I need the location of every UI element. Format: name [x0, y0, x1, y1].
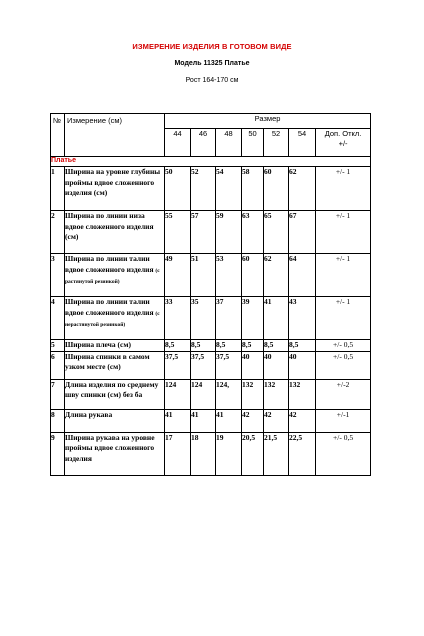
measurement-name	[65, 211, 165, 254]
row-number: 2	[51, 211, 65, 254]
size-value-44: 37,5	[165, 351, 191, 379]
row-number: 4	[51, 297, 65, 340]
size-value-54: 40	[289, 351, 316, 379]
section-label: Платье	[51, 157, 371, 167]
size-value-48: 37,5	[216, 351, 242, 379]
row-number: 7	[51, 379, 65, 409]
measurement-label: Ширина по линии талии вдвое сложенного изделия	[65, 254, 154, 274]
size-value-50: 40	[242, 351, 264, 379]
measurement-name	[65, 340, 165, 352]
size-value-50: 58	[242, 167, 264, 211]
size-value-48: 59	[216, 211, 242, 254]
tolerance-value: +/- 1	[316, 211, 371, 254]
size-value-44: 8,5	[165, 340, 191, 352]
size-value-50: 63	[242, 211, 264, 254]
measurement-label: Ширина по линии талии вдвое сложенного изделия	[65, 297, 154, 317]
row-number: 3	[51, 254, 65, 297]
table-row	[51, 409, 371, 432]
tolerance-header-line1: Доп. Откл.	[324, 129, 362, 138]
size-value-46: 52	[191, 167, 216, 211]
size-value-52: 41	[264, 297, 289, 340]
size-value-50: 8,5	[242, 340, 264, 352]
size-value-52: 8,5	[264, 340, 289, 352]
size-value-54: 62	[289, 167, 316, 211]
size-value-44: 33	[165, 297, 191, 340]
size-value-46: 51	[191, 254, 216, 297]
table-row	[51, 297, 371, 340]
size-value-48: 37	[216, 297, 242, 340]
size-value-52: 132	[264, 379, 289, 409]
size-value-52: 60	[264, 167, 289, 211]
size-header-46: 46	[191, 129, 216, 157]
size-value-44: 55	[165, 211, 191, 254]
size-value-52: 40	[264, 351, 289, 379]
measurement-note: (с нерастянутой резинкой)	[65, 310, 160, 328]
size-value-46: 57	[191, 211, 216, 254]
size-value-50: 39	[242, 297, 264, 340]
size-value-54: 64	[289, 254, 316, 297]
tolerance-header-line2: +/-	[338, 139, 348, 148]
size-value-54: 132	[289, 379, 316, 409]
measurement-label: Длина изделия по среднему шву спинки (см) без ба	[65, 379, 159, 399]
table-row	[51, 432, 371, 475]
tolerance-value: +/- 0,5	[316, 351, 371, 379]
height-range: Рост 164-170 см	[185, 77, 239, 84]
size-value-44: 41	[165, 409, 191, 432]
model-name: Модель 11325 Платье	[174, 60, 250, 67]
size-header-50: 50	[242, 129, 264, 157]
row-number: 8	[51, 409, 65, 432]
tolerance-value: +/-1	[316, 409, 371, 432]
table-row	[51, 340, 371, 352]
row-number: 6	[51, 351, 65, 379]
column-header-size: Размер	[165, 114, 371, 129]
measurement-note: (с растянутой резинкой)	[65, 267, 160, 285]
measurement-name	[65, 297, 165, 340]
row-number: 1	[51, 167, 65, 211]
tolerance-value: +/- 1	[316, 297, 371, 340]
size-value-46: 35	[191, 297, 216, 340]
size-value-48: 53	[216, 254, 242, 297]
size-value-50: 60	[242, 254, 264, 297]
measurement-label: Ширина плеча (см)	[65, 340, 131, 349]
row-number: 5	[51, 340, 65, 352]
size-value-44: 50	[165, 167, 191, 211]
size-value-54: 8,5	[289, 340, 316, 352]
measurement-label: Длина рукава	[65, 409, 113, 419]
measurement-name	[65, 167, 165, 211]
size-header-48: 48	[216, 129, 242, 157]
measurement-name	[65, 379, 165, 409]
measurement-label: Ширина рукава на уровне проймы вдвое сложенного изделия	[65, 432, 155, 463]
size-value-50: 42	[242, 409, 264, 432]
size-value-46: 8,5	[191, 340, 216, 352]
size-value-50: 20,5	[242, 432, 264, 475]
size-value-48: 54	[216, 167, 242, 211]
tolerance-value: +/-2	[316, 379, 371, 409]
tolerance-value: +/- 0,5	[316, 432, 371, 475]
measurement-name	[65, 409, 165, 432]
table-row	[51, 167, 371, 211]
measurement-table	[50, 113, 371, 476]
measurement-name	[65, 351, 165, 379]
measurement-label: Ширина спинки в самом узком месте (см)	[65, 351, 150, 371]
size-value-48: 19	[216, 432, 242, 475]
size-value-54: 67	[289, 211, 316, 254]
size-value-46: 41	[191, 409, 216, 432]
tolerance-value: +/- 0,5	[316, 340, 371, 352]
table-body	[51, 167, 371, 476]
size-value-52: 21,5	[264, 432, 289, 475]
section-row	[51, 157, 371, 167]
size-value-54: 42	[289, 409, 316, 432]
table-row	[51, 379, 371, 409]
document-title: ИЗМЕРЕНИЕ ИЗДЕЛИЯ В ГОТОВОМ ВИДЕ	[132, 42, 292, 51]
size-value-48: 41	[216, 409, 242, 432]
size-value-54: 22,5	[289, 432, 316, 475]
row-number: 9	[51, 432, 65, 475]
column-header-number: №	[51, 114, 65, 157]
size-value-54: 43	[289, 297, 316, 340]
table-row	[51, 254, 371, 297]
measurement-label: Ширина по линии низа вдвое сложенного изделия (см)	[65, 211, 154, 241]
size-value-52: 42	[264, 409, 289, 432]
measurement-label: Ширина на уровне глубины проймы вдвое сложенного изделия (см)	[65, 167, 161, 197]
tolerance-value: +/- 1	[316, 254, 371, 297]
table-row	[51, 211, 371, 254]
tolerance-header	[316, 129, 371, 157]
size-header-44: 44	[165, 129, 191, 157]
column-header-measurement: Измерение (см)	[65, 114, 165, 157]
size-value-52: 62	[264, 254, 289, 297]
size-value-48: 124,	[216, 379, 242, 409]
table-row	[51, 351, 371, 379]
size-value-46: 124	[191, 379, 216, 409]
size-value-46: 18	[191, 432, 216, 475]
size-value-50: 132	[242, 379, 264, 409]
measurement-name	[65, 254, 165, 297]
table-header-row	[51, 114, 371, 129]
size-header-54: 54	[289, 129, 316, 157]
size-value-52: 65	[264, 211, 289, 254]
measurement-name	[65, 432, 165, 475]
tolerance-value: +/- 1	[316, 167, 371, 211]
size-header-52: 52	[264, 129, 289, 157]
size-value-44: 49	[165, 254, 191, 297]
size-value-48: 8,5	[216, 340, 242, 352]
size-value-46: 37,5	[191, 351, 216, 379]
size-value-44: 124	[165, 379, 191, 409]
size-value-44: 17	[165, 432, 191, 475]
